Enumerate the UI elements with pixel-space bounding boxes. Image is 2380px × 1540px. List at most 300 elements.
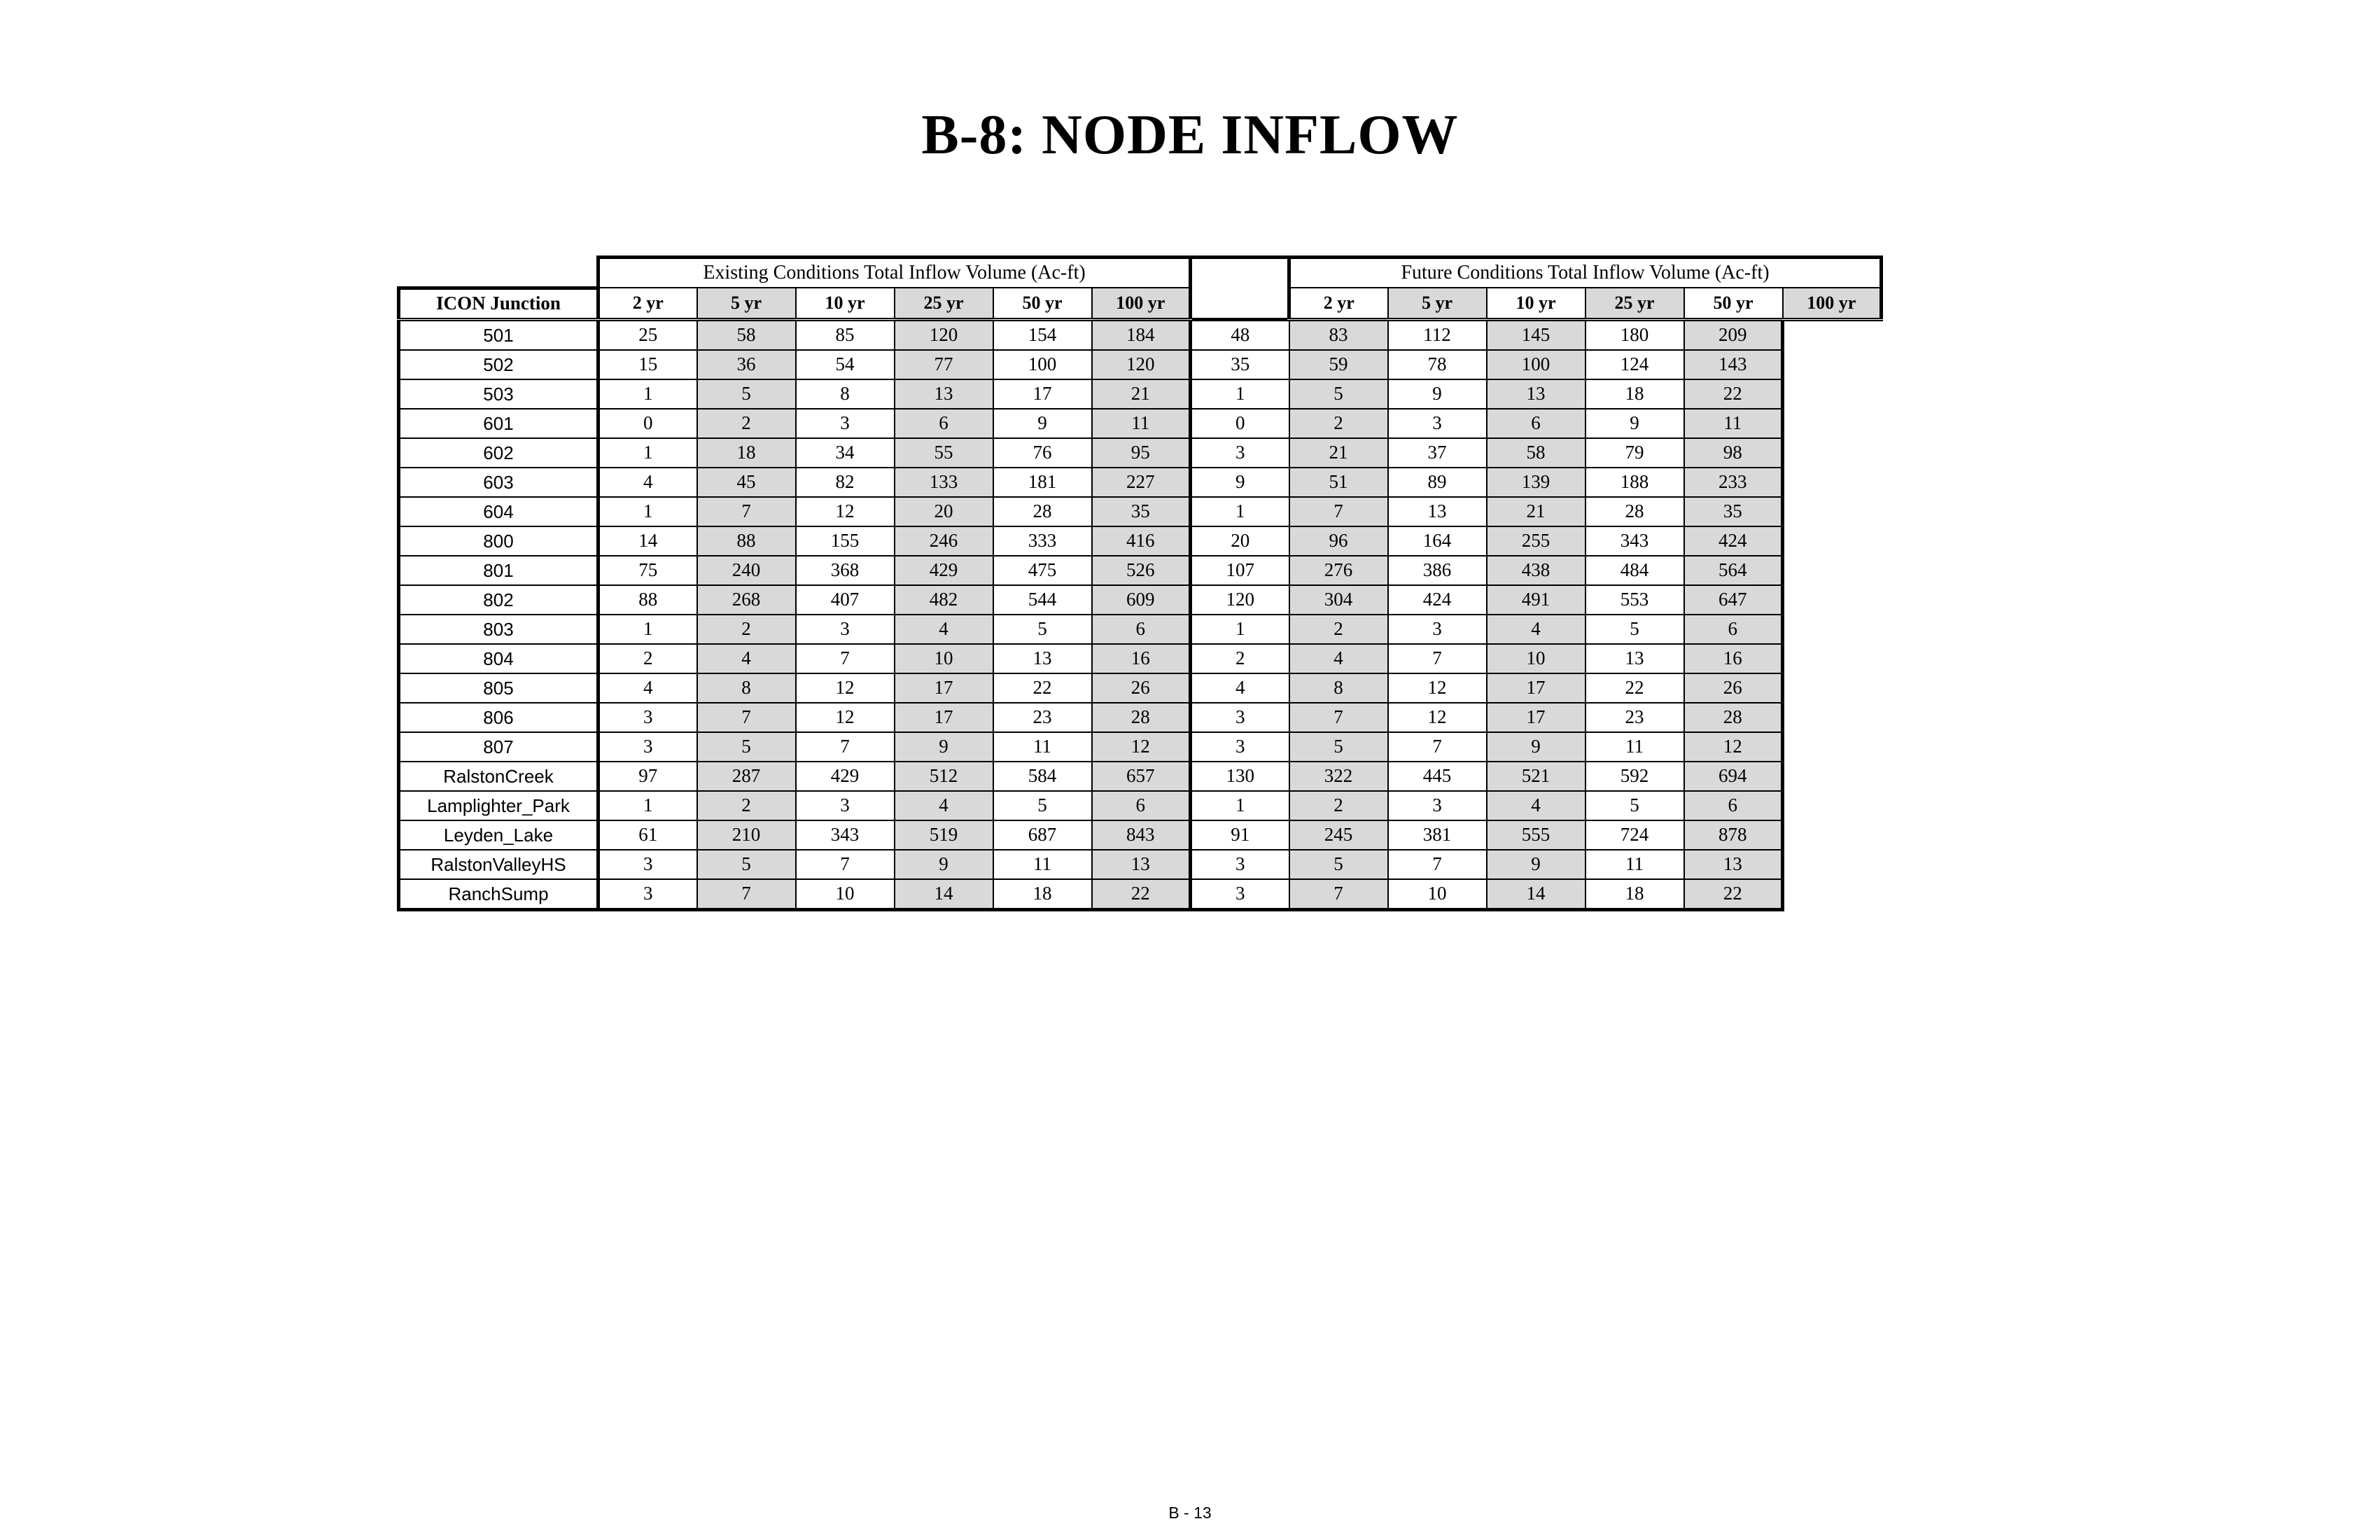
junction-name: 801 <box>399 556 598 585</box>
table-row <box>399 497 1882 526</box>
existing-inflow-value: 58 <box>697 319 796 350</box>
existing-inflow-value: 7 <box>796 732 895 762</box>
existing-inflow-value: 9 <box>895 732 993 762</box>
existing-inflow-value: 3 <box>796 615 895 644</box>
future-inflow-value: 233 <box>1684 468 1783 497</box>
junction-name: 503 <box>399 379 598 409</box>
existing-inflow-value: 133 <box>895 468 993 497</box>
future-inflow-value: 89 <box>1388 468 1487 497</box>
future-inflow-value: 8 <box>1289 673 1388 703</box>
existing-inflow-value: 8 <box>697 673 796 703</box>
existing-inflow-value: 85 <box>796 319 895 350</box>
existing-conditions-header: Existing Conditions Total Inflow Volume (Ac-ft) <box>598 258 1191 288</box>
future-inflow-value: 79 <box>1586 438 1684 468</box>
existing-inflow-value: 100 <box>993 350 1092 379</box>
existing-inflow-value: 657 <box>1092 762 1191 791</box>
table-row <box>399 585 1882 615</box>
future-inflow-value: 13 <box>1388 497 1487 526</box>
future-inflow-value: 521 <box>1487 762 1586 791</box>
existing-inflow-value: 11 <box>993 850 1092 879</box>
future-inflow-value: 694 <box>1684 762 1783 791</box>
existing-inflow-value: 4 <box>895 615 993 644</box>
future-inflow-value: 4 <box>1487 615 1586 644</box>
existing-inflow-value: 12 <box>796 673 895 703</box>
future-period-header: 10 yr <box>1487 288 1586 319</box>
existing-inflow-value: 7 <box>697 497 796 526</box>
existing-inflow-value: 77 <box>895 350 993 379</box>
future-inflow-value: 5 <box>1289 379 1388 409</box>
existing-inflow-value: 7 <box>697 879 796 910</box>
junction-name: 807 <box>399 732 598 762</box>
existing-inflow-value: 12 <box>796 703 895 732</box>
future-inflow-value: 724 <box>1586 820 1684 850</box>
future-inflow-value: 555 <box>1487 820 1586 850</box>
future-inflow-value: 35 <box>1191 350 1289 379</box>
future-inflow-value: 1 <box>1191 497 1289 526</box>
future-conditions-header: Future Conditions Total Inflow Volume (Ac-ft) <box>1289 258 1882 288</box>
existing-inflow-value: 12 <box>1092 732 1191 762</box>
existing-inflow-value: 4 <box>598 468 697 497</box>
future-inflow-value: 96 <box>1289 526 1388 556</box>
future-inflow-value: 18 <box>1586 879 1684 910</box>
future-inflow-value: 5 <box>1289 850 1388 879</box>
future-inflow-value: 9 <box>1388 379 1487 409</box>
existing-inflow-value: 343 <box>796 820 895 850</box>
existing-inflow-value: 333 <box>993 526 1092 556</box>
icon-junction-header: ICON Junction <box>399 288 598 319</box>
future-inflow-value: 2 <box>1289 615 1388 644</box>
existing-inflow-value: 526 <box>1092 556 1191 585</box>
future-inflow-value: 21 <box>1487 497 1586 526</box>
existing-inflow-value: 28 <box>1092 703 1191 732</box>
table-row <box>399 319 1882 350</box>
existing-inflow-value: 1 <box>598 379 697 409</box>
existing-inflow-value: 82 <box>796 468 895 497</box>
future-inflow-value: 3 <box>1388 409 1487 438</box>
future-inflow-value: 255 <box>1487 526 1586 556</box>
table-row <box>399 791 1882 820</box>
future-inflow-value: 145 <box>1487 319 1586 350</box>
existing-inflow-value: 240 <box>697 556 796 585</box>
future-inflow-value: 343 <box>1586 526 1684 556</box>
existing-inflow-value: 15 <box>598 350 697 379</box>
future-inflow-value: 98 <box>1684 438 1783 468</box>
existing-inflow-value: 120 <box>1092 350 1191 379</box>
future-inflow-value: 18 <box>1586 379 1684 409</box>
node-inflow-table <box>397 255 1883 911</box>
future-period-header: 100 yr <box>1783 288 1882 319</box>
future-inflow-value: 0 <box>1191 409 1289 438</box>
existing-inflow-value: 3 <box>598 850 697 879</box>
existing-inflow-value: 3 <box>598 732 697 762</box>
existing-inflow-value: 544 <box>993 585 1092 615</box>
existing-inflow-value: 17 <box>993 379 1092 409</box>
blank-corner <box>399 258 598 288</box>
existing-inflow-value: 3 <box>796 409 895 438</box>
future-inflow-value: 107 <box>1191 556 1289 585</box>
junction-name: 803 <box>399 615 598 644</box>
future-inflow-value: 322 <box>1289 762 1388 791</box>
table-row <box>399 526 1882 556</box>
future-inflow-value: 424 <box>1388 585 1487 615</box>
future-inflow-value: 6 <box>1487 409 1586 438</box>
future-inflow-value: 276 <box>1289 556 1388 585</box>
junction-name: 806 <box>399 703 598 732</box>
table-row <box>399 762 1882 791</box>
future-inflow-value: 1 <box>1191 615 1289 644</box>
page-number: B - 13 <box>1168 1504 1212 1522</box>
existing-inflow-value: 12 <box>796 497 895 526</box>
existing-inflow-value: 287 <box>697 762 796 791</box>
table-row <box>399 615 1882 644</box>
future-inflow-value: 3 <box>1388 615 1487 644</box>
junction-name: 804 <box>399 644 598 673</box>
future-inflow-value: 22 <box>1684 879 1783 910</box>
future-inflow-value: 4 <box>1487 791 1586 820</box>
table-row <box>399 438 1882 468</box>
future-inflow-value: 3 <box>1388 791 1487 820</box>
future-inflow-value: 5 <box>1289 732 1388 762</box>
table-row <box>399 879 1882 910</box>
existing-inflow-value: 519 <box>895 820 993 850</box>
future-inflow-value: 58 <box>1487 438 1586 468</box>
existing-inflow-value: 9 <box>993 409 1092 438</box>
junction-name: 502 <box>399 350 598 379</box>
existing-inflow-value: 1 <box>598 497 697 526</box>
existing-inflow-value: 246 <box>895 526 993 556</box>
future-inflow-value: 5 <box>1586 615 1684 644</box>
future-inflow-value: 188 <box>1586 468 1684 497</box>
existing-inflow-value: 45 <box>697 468 796 497</box>
existing-inflow-value: 22 <box>993 673 1092 703</box>
future-period-header: 2 yr <box>1289 288 1388 319</box>
future-inflow-value: 3 <box>1191 732 1289 762</box>
future-inflow-value: 139 <box>1487 468 1586 497</box>
existing-inflow-value: 2 <box>697 615 796 644</box>
junction-name: 603 <box>399 468 598 497</box>
future-inflow-value: 7 <box>1388 732 1487 762</box>
future-inflow-value: 3 <box>1191 850 1289 879</box>
future-inflow-value: 245 <box>1289 820 1388 850</box>
existing-inflow-value: 16 <box>1092 644 1191 673</box>
existing-inflow-value: 5 <box>993 615 1092 644</box>
future-inflow-value: 7 <box>1388 644 1487 673</box>
future-inflow-value: 12 <box>1684 732 1783 762</box>
existing-inflow-value: 2 <box>598 644 697 673</box>
existing-inflow-value: 3 <box>598 879 697 910</box>
existing-inflow-value: 609 <box>1092 585 1191 615</box>
future-inflow-value: 120 <box>1191 585 1289 615</box>
existing-period-header: 10 yr <box>796 288 895 319</box>
group-header-row <box>399 258 1882 288</box>
existing-inflow-value: 14 <box>895 879 993 910</box>
junction-name: 501 <box>399 319 598 350</box>
existing-inflow-value: 28 <box>993 497 1092 526</box>
existing-period-header: 5 yr <box>697 288 796 319</box>
existing-inflow-value: 5 <box>697 732 796 762</box>
future-inflow-value: 10 <box>1388 879 1487 910</box>
future-inflow-value: 143 <box>1684 350 1783 379</box>
existing-inflow-value: 11 <box>993 732 1092 762</box>
existing-inflow-value: 17 <box>895 673 993 703</box>
existing-inflow-value: 181 <box>993 468 1092 497</box>
table-row <box>399 644 1882 673</box>
period-header-row <box>399 288 1882 319</box>
table-spacer-column <box>1191 258 1289 320</box>
existing-inflow-value: 25 <box>598 319 697 350</box>
junction-name: RanchSump <box>399 879 598 910</box>
future-inflow-value: 112 <box>1388 319 1487 350</box>
future-inflow-value: 180 <box>1586 319 1684 350</box>
existing-inflow-value: 120 <box>895 319 993 350</box>
existing-inflow-value: 6 <box>1092 791 1191 820</box>
junction-name: 604 <box>399 497 598 526</box>
existing-inflow-value: 210 <box>697 820 796 850</box>
future-inflow-value: 4 <box>1289 644 1388 673</box>
existing-inflow-value: 3 <box>598 703 697 732</box>
existing-inflow-value: 1 <box>598 791 697 820</box>
future-inflow-value: 1 <box>1191 379 1289 409</box>
existing-inflow-value: 154 <box>993 319 1092 350</box>
future-inflow-value: 59 <box>1289 350 1388 379</box>
future-inflow-value: 553 <box>1586 585 1684 615</box>
existing-inflow-value: 407 <box>796 585 895 615</box>
future-inflow-value: 438 <box>1487 556 1586 585</box>
future-inflow-value: 7 <box>1289 703 1388 732</box>
junction-name: Lamplighter_Park <box>399 791 598 820</box>
existing-inflow-value: 17 <box>895 703 993 732</box>
existing-inflow-value: 4 <box>697 644 796 673</box>
future-period-header: 5 yr <box>1388 288 1487 319</box>
future-inflow-value: 445 <box>1388 762 1487 791</box>
junction-name: 805 <box>399 673 598 703</box>
existing-inflow-value: 76 <box>993 438 1092 468</box>
existing-inflow-value: 13 <box>993 644 1092 673</box>
existing-inflow-value: 54 <box>796 350 895 379</box>
future-inflow-value: 5 <box>1586 791 1684 820</box>
future-inflow-value: 4 <box>1191 673 1289 703</box>
future-inflow-value: 564 <box>1684 556 1783 585</box>
future-inflow-value: 51 <box>1289 468 1388 497</box>
future-inflow-value: 164 <box>1388 526 1487 556</box>
existing-inflow-value: 88 <box>697 526 796 556</box>
future-inflow-value: 9 <box>1487 732 1586 762</box>
existing-inflow-value: 184 <box>1092 319 1191 350</box>
junction-name: Leyden_Lake <box>399 820 598 850</box>
existing-inflow-value: 61 <box>598 820 697 850</box>
existing-inflow-value: 34 <box>796 438 895 468</box>
table-row <box>399 673 1882 703</box>
existing-inflow-value: 18 <box>993 879 1092 910</box>
future-inflow-value: 6 <box>1684 615 1783 644</box>
future-inflow-value: 2 <box>1191 644 1289 673</box>
existing-inflow-value: 1 <box>598 438 697 468</box>
table-body <box>399 319 1882 909</box>
future-inflow-value: 23 <box>1586 703 1684 732</box>
existing-inflow-value: 11 <box>1092 409 1191 438</box>
existing-inflow-value: 21 <box>1092 379 1191 409</box>
future-inflow-value: 17 <box>1487 703 1586 732</box>
future-inflow-value: 424 <box>1684 526 1783 556</box>
future-inflow-value: 7 <box>1388 850 1487 879</box>
table-row <box>399 409 1882 438</box>
future-inflow-value: 7 <box>1289 879 1388 910</box>
future-inflow-value: 22 <box>1684 379 1783 409</box>
future-inflow-value: 35 <box>1684 497 1783 526</box>
table-row <box>399 732 1882 762</box>
existing-inflow-value: 3 <box>796 791 895 820</box>
future-inflow-value: 209 <box>1684 319 1783 350</box>
existing-inflow-value: 5 <box>993 791 1092 820</box>
future-inflow-value: 130 <box>1191 762 1289 791</box>
table-row <box>399 556 1882 585</box>
existing-inflow-value: 429 <box>895 556 993 585</box>
future-inflow-value: 878 <box>1684 820 1783 850</box>
future-inflow-value: 28 <box>1684 703 1783 732</box>
existing-inflow-value: 482 <box>895 585 993 615</box>
future-inflow-value: 304 <box>1289 585 1388 615</box>
existing-inflow-value: 13 <box>1092 850 1191 879</box>
future-inflow-value: 100 <box>1487 350 1586 379</box>
future-inflow-value: 11 <box>1684 409 1783 438</box>
existing-inflow-value: 7 <box>697 703 796 732</box>
existing-inflow-value: 4 <box>895 791 993 820</box>
existing-inflow-value: 1 <box>598 615 697 644</box>
future-inflow-value: 2 <box>1289 791 1388 820</box>
existing-inflow-value: 88 <box>598 585 697 615</box>
table-row <box>399 350 1882 379</box>
future-inflow-value: 21 <box>1289 438 1388 468</box>
existing-period-header: 50 yr <box>993 288 1092 319</box>
table-row <box>399 850 1882 879</box>
future-inflow-value: 1 <box>1191 791 1289 820</box>
future-inflow-value: 386 <box>1388 556 1487 585</box>
junction-name: RalstonValleyHS <box>399 850 598 879</box>
existing-inflow-value: 55 <box>895 438 993 468</box>
existing-inflow-value: 6 <box>895 409 993 438</box>
table-row <box>399 703 1882 732</box>
future-inflow-value: 3 <box>1191 703 1289 732</box>
existing-inflow-value: 2 <box>697 409 796 438</box>
existing-inflow-value: 687 <box>993 820 1092 850</box>
existing-inflow-value: 7 <box>796 644 895 673</box>
future-inflow-value: 13 <box>1487 379 1586 409</box>
existing-inflow-value: 23 <box>993 703 1092 732</box>
future-inflow-value: 2 <box>1289 409 1388 438</box>
future-inflow-value: 22 <box>1586 673 1684 703</box>
future-inflow-value: 16 <box>1684 644 1783 673</box>
future-inflow-value: 14 <box>1487 879 1586 910</box>
existing-inflow-value: 6 <box>1092 615 1191 644</box>
future-inflow-value: 484 <box>1586 556 1684 585</box>
future-inflow-value: 491 <box>1487 585 1586 615</box>
existing-inflow-value: 20 <box>895 497 993 526</box>
existing-inflow-value: 512 <box>895 762 993 791</box>
existing-inflow-value: 2 <box>697 791 796 820</box>
future-inflow-value: 78 <box>1388 350 1487 379</box>
table-row <box>399 379 1882 409</box>
existing-period-header: 100 yr <box>1092 288 1191 319</box>
existing-inflow-value: 97 <box>598 762 697 791</box>
future-inflow-value: 13 <box>1684 850 1783 879</box>
future-inflow-value: 10 <box>1487 644 1586 673</box>
future-inflow-value: 381 <box>1388 820 1487 850</box>
future-inflow-value: 12 <box>1388 673 1487 703</box>
future-inflow-value: 28 <box>1586 497 1684 526</box>
future-inflow-value: 13 <box>1586 644 1684 673</box>
existing-inflow-value: 843 <box>1092 820 1191 850</box>
junction-name: 601 <box>399 409 598 438</box>
existing-inflow-value: 5 <box>697 379 796 409</box>
existing-inflow-value: 4 <box>598 673 697 703</box>
junction-name: 602 <box>399 438 598 468</box>
existing-inflow-value: 368 <box>796 556 895 585</box>
page-title: B-8: NODE INFLOW <box>921 104 1459 166</box>
existing-inflow-value: 227 <box>1092 468 1191 497</box>
future-inflow-value: 17 <box>1487 673 1586 703</box>
existing-inflow-value: 268 <box>697 585 796 615</box>
existing-inflow-value: 22 <box>1092 879 1191 910</box>
future-inflow-value: 124 <box>1586 350 1684 379</box>
future-inflow-value: 83 <box>1289 319 1388 350</box>
existing-inflow-value: 5 <box>697 850 796 879</box>
table-row <box>399 468 1882 497</box>
future-inflow-value: 6 <box>1684 791 1783 820</box>
existing-inflow-value: 26 <box>1092 673 1191 703</box>
existing-inflow-value: 75 <box>598 556 697 585</box>
existing-inflow-value: 18 <box>697 438 796 468</box>
future-inflow-value: 9 <box>1191 468 1289 497</box>
future-inflow-value: 9 <box>1487 850 1586 879</box>
existing-inflow-value: 8 <box>796 379 895 409</box>
existing-inflow-value: 584 <box>993 762 1092 791</box>
future-inflow-value: 9 <box>1586 409 1684 438</box>
future-period-header: 50 yr <box>1684 288 1783 319</box>
future-inflow-value: 37 <box>1388 438 1487 468</box>
future-inflow-value: 26 <box>1684 673 1783 703</box>
future-inflow-value: 11 <box>1586 850 1684 879</box>
future-inflow-value: 91 <box>1191 820 1289 850</box>
existing-inflow-value: 95 <box>1092 438 1191 468</box>
junction-name: 800 <box>399 526 598 556</box>
existing-inflow-value: 13 <box>895 379 993 409</box>
table-row <box>399 820 1882 850</box>
future-inflow-value: 48 <box>1191 319 1289 350</box>
future-inflow-value: 592 <box>1586 762 1684 791</box>
future-inflow-value: 20 <box>1191 526 1289 556</box>
existing-inflow-value: 0 <box>598 409 697 438</box>
future-inflow-value: 647 <box>1684 585 1783 615</box>
existing-inflow-value: 10 <box>796 879 895 910</box>
future-period-header: 25 yr <box>1586 288 1684 319</box>
future-inflow-value: 3 <box>1191 879 1289 910</box>
existing-inflow-value: 9 <box>895 850 993 879</box>
existing-inflow-value: 14 <box>598 526 697 556</box>
existing-inflow-value: 475 <box>993 556 1092 585</box>
future-inflow-value: 12 <box>1388 703 1487 732</box>
junction-name: RalstonCreek <box>399 762 598 791</box>
existing-inflow-value: 416 <box>1092 526 1191 556</box>
existing-inflow-value: 7 <box>796 850 895 879</box>
existing-inflow-value: 35 <box>1092 497 1191 526</box>
existing-period-header: 2 yr <box>598 288 697 319</box>
existing-inflow-value: 155 <box>796 526 895 556</box>
future-inflow-value: 7 <box>1289 497 1388 526</box>
existing-period-header: 25 yr <box>895 288 993 319</box>
junction-name: 802 <box>399 585 598 615</box>
existing-inflow-value: 429 <box>796 762 895 791</box>
existing-inflow-value: 36 <box>697 350 796 379</box>
